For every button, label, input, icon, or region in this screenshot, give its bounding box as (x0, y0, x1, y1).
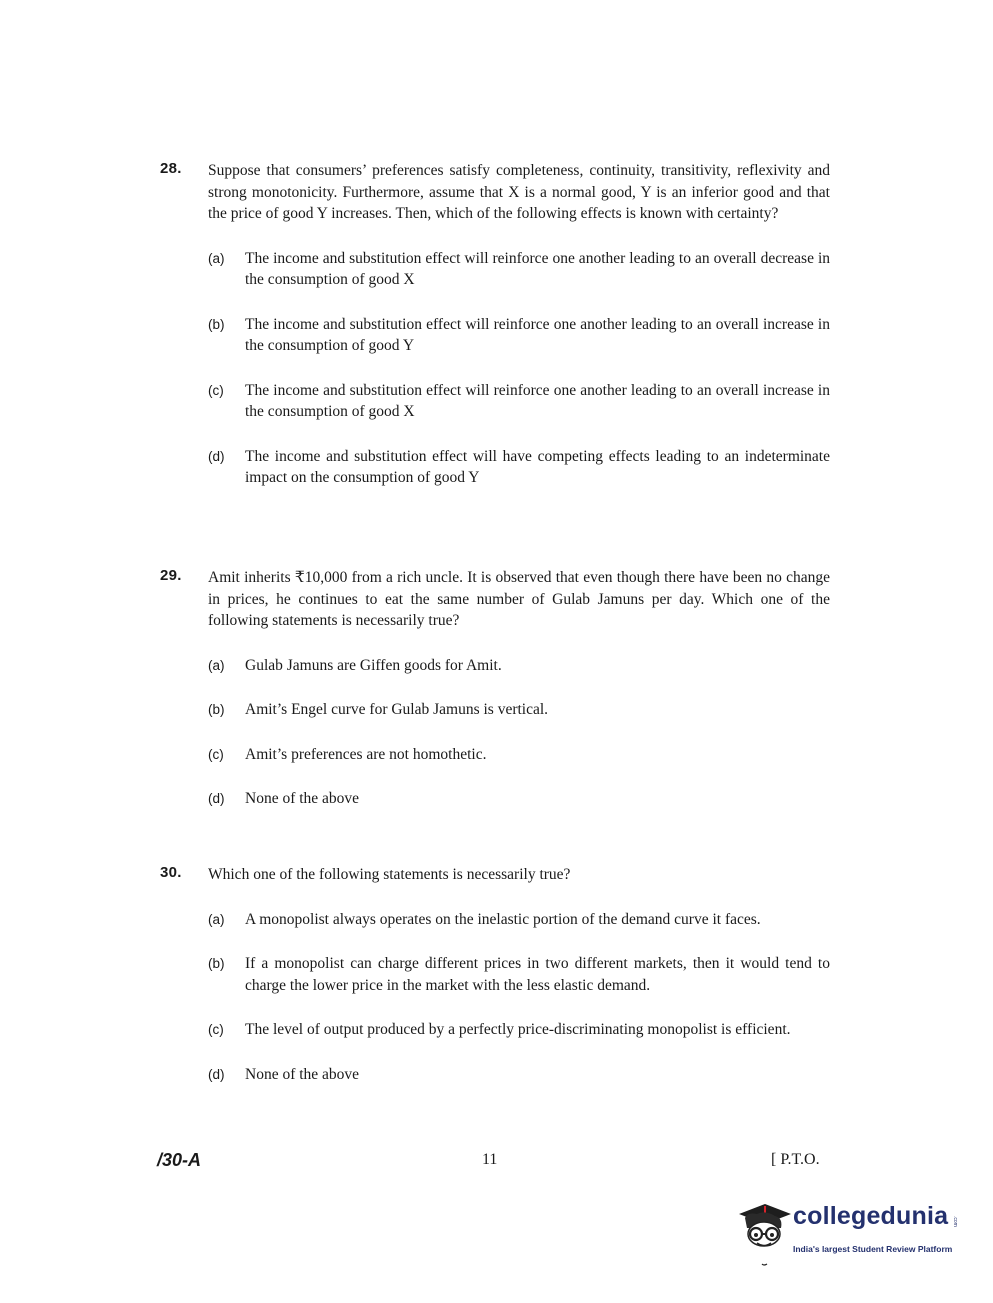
option-label: (a) (208, 657, 225, 673)
option-a (208, 655, 830, 677)
option-text: The income and substitution effect will reinforce one another leading to an overall increase in the consumption of good Y (245, 315, 830, 354)
option-label: (c) (208, 746, 224, 762)
logo-name: collegedunia (793, 1202, 949, 1230)
option-text: None of the above (245, 790, 360, 807)
paper-code: /30-A (157, 1150, 202, 1170)
option-text: None of the above (245, 1065, 360, 1083)
option-c (208, 1019, 830, 1041)
option-d (208, 788, 830, 810)
logo-dotcom: .com (952, 1216, 958, 1227)
question-28 (160, 160, 830, 489)
option-c (208, 380, 830, 423)
collegedunia-logo (735, 1198, 960, 1268)
question-text: Amit inherits ₹10,000 from a rich uncle. It is observed that even though there have been no change in prices, he continues to eat the same number of Gulab Jamuns per day. Which one of the following statements is necessarily true? (208, 569, 830, 629)
option-label: (b) (208, 316, 225, 332)
option-text: A monopolist always operates on the inelastic portion of the demand curve it faces. (245, 910, 761, 928)
options-list (208, 909, 830, 1086)
option-label: (c) (208, 382, 224, 398)
option-text: Gulab Jamuns are Giffen goods for Amit. (245, 656, 502, 674)
option-label: (a) (208, 250, 225, 266)
option-a (208, 248, 830, 291)
question-number: 29. (160, 567, 182, 584)
option-d (208, 1064, 830, 1086)
option-text: The income and substitution effect will have competing effects leading to an indeterminate impact on the consumption of good Y (245, 447, 830, 486)
option-c (208, 744, 830, 766)
option-text: The level of output produced by a perfectly price-discriminating monopolist is efficient. (245, 1021, 791, 1038)
question-29 (160, 567, 830, 810)
question-number: 28. (160, 160, 182, 177)
option-label: (c) (208, 1022, 224, 1037)
option-d (208, 446, 830, 489)
option-b (208, 314, 830, 357)
question-text: Suppose that consumers’ preferences satisfy completeness, continuity, transitivity, reflexivity and strong monotonicity. Furthermore, assume that X is a normal good, Y is an inferior good and that the price of good Y increases. Then, which of the following effects is known with certainty? (208, 162, 830, 222)
mascot-icon (735, 1198, 793, 1268)
option-text: If a monopolist can charge different prices in two different markets, then it would tend to charge the lower price in the market with the less elastic demand. (245, 955, 830, 994)
options-list (208, 248, 830, 489)
option-label: (b) (208, 956, 225, 971)
option-label: (b) (208, 702, 225, 717)
option-label: (d) (208, 448, 225, 464)
options-list (208, 655, 830, 810)
option-a (208, 909, 830, 931)
option-text: The income and substitution effect will reinforce one another leading to an overall decrease in the consumption of good X (245, 249, 830, 288)
option-text: Amit’s preferences are not homothetic. (245, 745, 487, 763)
page-number: 11 (482, 1151, 498, 1168)
pto-label: [ P.T.O. (771, 1151, 820, 1168)
option-label: (d) (208, 1066, 225, 1082)
question-30 (160, 864, 830, 1085)
option-label: (a) (208, 911, 225, 927)
option-text: Amit’s Engel curve for Gulab Jamuns is vertical. (245, 701, 549, 718)
option-label: (d) (208, 791, 225, 806)
question-text: Which one of the following statements is necessarily true? (208, 866, 571, 883)
question-number: 30. (160, 864, 182, 881)
option-b (208, 953, 830, 996)
option-text: The income and substitution effect will reinforce one another leading to an overall increase in the consumption of good X (245, 381, 830, 420)
logo-tagline: India's largest Student Review Platform (793, 1244, 953, 1254)
option-b (208, 699, 830, 721)
